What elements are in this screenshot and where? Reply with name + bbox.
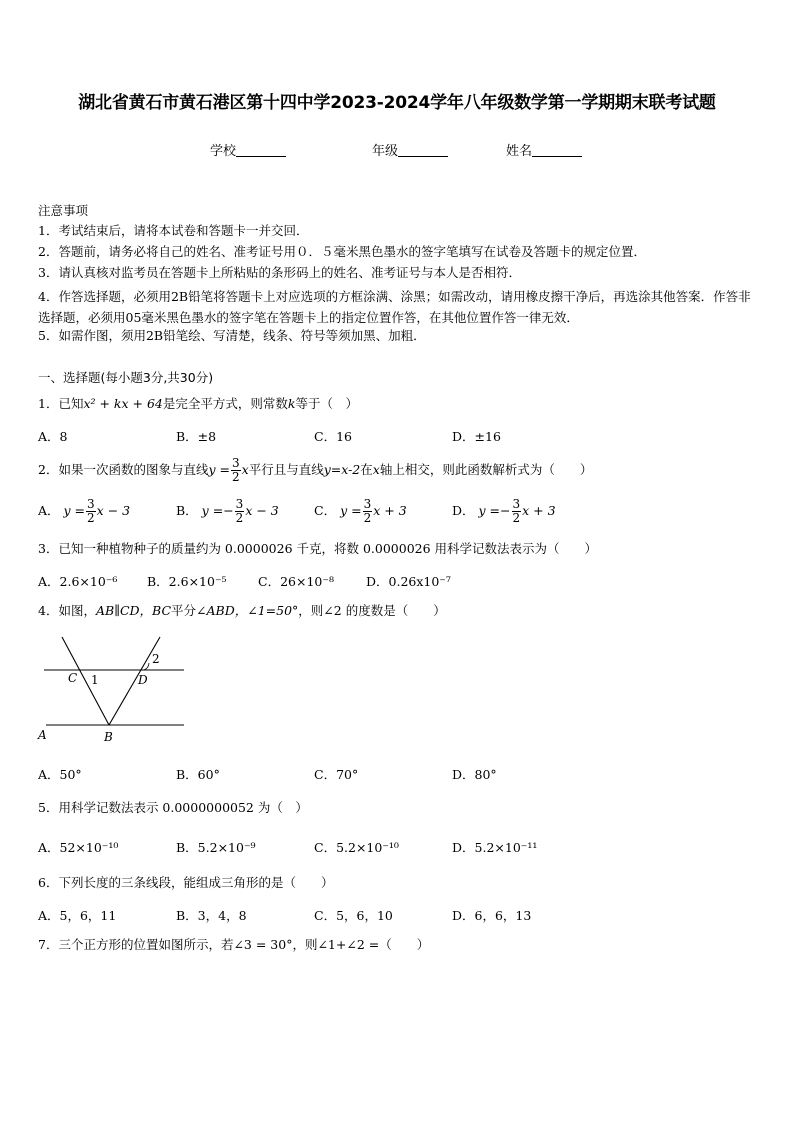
q2-option-c[interactable] [314, 496, 407, 526]
q3-option-c[interactable]: C．26×10⁻⁸ [258, 574, 334, 589]
q1-end: 等于（ ） [295, 396, 358, 411]
q2-d-num: 3 [512, 497, 521, 511]
q3-option-b[interactable]: B．2.6×10⁻⁵ [147, 574, 227, 589]
q1-option-c[interactable]: C．16 [314, 429, 352, 444]
q3-option-a[interactable]: A．2.6×10⁻⁶ [38, 574, 118, 589]
q5-option-c[interactable]: C．5.2×10⁻¹⁰ [314, 840, 399, 855]
school-field[interactable] [210, 140, 286, 159]
q5-option-d[interactable]: D．5.2×10⁻¹¹ [452, 840, 538, 855]
q2-c-den: 2 [363, 511, 372, 525]
q4-suffix: ，则∠2 的度数是（ ） [298, 603, 446, 618]
note-item-5: 5．如需作图，须用2B铅笔绘、写清楚，线条、符号等须加黑、加粗． [38, 328, 426, 343]
q2-d-rest: x + 3 [522, 503, 556, 518]
q1-prefix: 1．已知 [38, 396, 84, 411]
q1-option-b[interactable]: B．±8 [176, 429, 217, 444]
q2-a-den: 2 [87, 511, 95, 525]
question-7: 7．三个正方形的位置如图所示，若∠3 = 30°，则∠1+∠2 =（ ） [38, 937, 430, 952]
label-d: D [138, 673, 148, 687]
q2-option-d[interactable] [452, 496, 556, 526]
q2-d-den: 2 [512, 511, 521, 525]
name-blank[interactable] [532, 144, 582, 157]
q2-d-lhs: y = [478, 503, 501, 518]
q2-d-fraction [512, 498, 522, 525]
q2-c-lhs: y = [340, 503, 362, 518]
q2-option-b[interactable] [176, 496, 279, 526]
label-a: A [38, 728, 47, 742]
q2-a-letter: A． [38, 503, 60, 518]
q4-prefix: 4．如图， [38, 603, 96, 618]
q2-b-rest: x − 3 [245, 503, 279, 518]
q4-option-c[interactable]: C．70° [314, 767, 359, 782]
q2-axis: x [372, 462, 380, 477]
q5-option-b[interactable]: B．5.2×10⁻⁹ [176, 840, 256, 855]
q2-option-a[interactable] [38, 496, 130, 526]
q4-figure [34, 632, 194, 744]
q4-condition: AB∥CD，BC [95, 603, 172, 618]
q2-line1-lhs: y = [208, 462, 230, 477]
q2-line1-x: x [241, 462, 249, 477]
q2-mid: 平行且与直线 [248, 462, 324, 477]
q2-d-letter: D． [452, 503, 475, 518]
q2-a-fraction [86, 498, 96, 525]
q3-option-d[interactable]: D．0.26x10⁻⁷ [366, 574, 451, 589]
q2-line2: y=x-2 [323, 462, 361, 477]
q5-option-a[interactable]: A．52×10⁻¹⁰ [38, 840, 119, 855]
q2-b-letter: B． [176, 503, 198, 518]
q1-option-a[interactable]: A．8 [38, 429, 68, 444]
q2-fraction [231, 457, 241, 484]
note-item-1: 1．考试结束后，请将本试卷和答题卡一并交回． [38, 223, 309, 238]
q2-b-num: 3 [235, 497, 244, 511]
question-4 [38, 603, 446, 619]
label-c: C [68, 671, 78, 685]
note-item-3: 3．请认真核对监考员在答题卡上所粘贴的条形码上的姓名、准考证号与本人是否相符． [38, 265, 521, 280]
grade-field[interactable] [372, 140, 448, 159]
q6-option-b[interactable]: B．3，4，8 [176, 908, 247, 923]
q6-option-d[interactable]: D．6，6，13 [452, 908, 532, 923]
q2-d-sign: − [500, 503, 511, 518]
question-1 [38, 396, 358, 412]
label-1: 1 [91, 673, 99, 687]
question-3: 3．已知一种植物种子的质量约为 0.0000026 千克，将数 0.0000026 用科学记数法表示为（ ） [38, 541, 598, 556]
q2-a-rest: x − 3 [96, 503, 131, 518]
note-item-4: 4．作答选择题，必须用2B铅笔将答题卡上对应选项的方框涂满、涂黑；如需改动，请用橡皮擦干净后，再选涂其他答案．作答非选择题，必须用05毫米黑色墨水的签字笔在答题卡上的指定位置作答，在其他位置作答一律无效． [38, 289, 751, 325]
q1-expression: x² + kx + 64 [83, 396, 163, 411]
notes-heading: 注意事项 [38, 203, 89, 218]
q4-option-b[interactable]: B．60° [176, 767, 220, 782]
q4-mid: 平分 [171, 603, 197, 618]
school-blank[interactable] [236, 144, 286, 157]
q2-frac-den: 2 [231, 470, 240, 484]
q4-option-a[interactable]: A．50° [38, 767, 82, 782]
q4-option-d[interactable]: D．80° [452, 767, 497, 782]
q6-option-a[interactable]: A．5，6，11 [38, 908, 117, 923]
q2-c-rest: x + 3 [373, 503, 407, 518]
q1-suffix: 是完全平方式，则常数 [162, 396, 288, 411]
q2-prefix: 2．如果一次函数的图象与直线 [38, 462, 209, 477]
q2-suffix: 轴上相交，则此函数解析式为（ ） [379, 462, 593, 477]
q2-a-num: 3 [87, 497, 95, 511]
q4-angle: ∠ABD，∠1=50° [196, 603, 299, 618]
q2-b-lhs: y = [201, 503, 224, 518]
name-field[interactable] [506, 140, 582, 159]
q2-c-letter: C． [314, 503, 337, 518]
school-label: 学校 [210, 144, 237, 159]
q2-frac-num: 3 [231, 456, 240, 470]
grade-blank[interactable] [398, 144, 448, 157]
q2-c-num: 3 [363, 497, 372, 511]
question-6: 6．下列长度的三条线段，能组成三角形的是（ ） [38, 875, 334, 890]
q6-option-c[interactable]: C．5，6，10 [314, 908, 393, 923]
q2-b-den: 2 [235, 511, 244, 525]
line-bd [109, 637, 160, 725]
label-b: B [104, 730, 113, 744]
note-item-2: 2．答题前，请务必将自己的姓名、准考证号用０．５毫米黑色墨水的签字笔填写在试卷及答题卡的规定位置． [38, 244, 646, 259]
label-2: 2 [152, 652, 160, 666]
q1-variable: k [287, 396, 296, 411]
name-label: 姓名 [506, 144, 533, 159]
q2-c-fraction [363, 498, 373, 525]
question-2 [38, 455, 592, 485]
q2-b-sign: − [223, 503, 234, 518]
q2-b-fraction [235, 498, 245, 525]
question-5: 5．用科学记数法表示 0.0000000052 为（ ） [38, 800, 308, 815]
q1-option-d[interactable]: D．±16 [452, 429, 501, 444]
section-heading: 一、选择题(每小题3分,共30分) [38, 370, 214, 385]
exam-title: 湖北省黄石市黄石港区第十四中学2023-2024学年八年级数学第一学期期末联考试题 [78, 93, 716, 113]
q2-a-lhs: y = [63, 503, 86, 518]
grade-label: 年级 [372, 144, 399, 159]
q2-mid2: 在 [360, 462, 373, 477]
